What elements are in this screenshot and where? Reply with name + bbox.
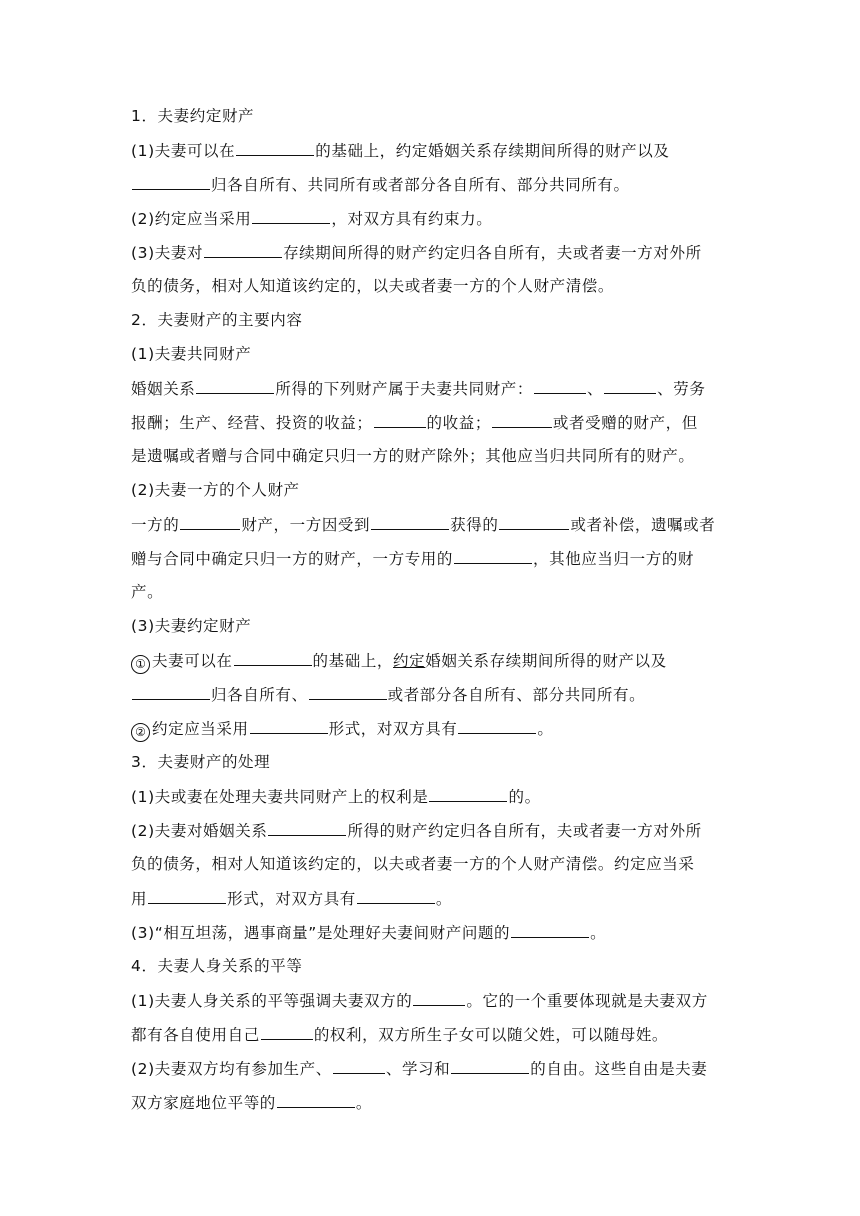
text-line: 用 形式，对双方具有 。: [131, 890, 453, 908]
fill-blank[interactable]: [534, 378, 586, 394]
text-line: 一方的 财产，一方因受到 获得的 或者补偿，遗嘱或者: [131, 516, 716, 534]
fill-blank[interactable]: [492, 412, 552, 428]
text-line: 都有各自使用自己 的权利，双方所生子女可以随父姓，可以随母姓。: [131, 1026, 669, 1044]
text-line: (3)夫妻对 存续期间所得的财产约定归各自所有，夫或者妻一方对外所: [131, 244, 702, 262]
text-line: 婚姻关系 所得的下列财产属于夫妻共同财产： 、 、劳务: [131, 380, 706, 398]
circled-number-2: ②: [131, 723, 150, 742]
heading-2: 2．夫妻财产的主要内容: [131, 311, 303, 329]
text-line: 报酬；生产、经营、投资的收益； 的收益； 或者受赠的财产，但: [131, 414, 698, 432]
heading-3: 3．夫妻财产的处理: [131, 753, 271, 771]
text-line: 产。: [131, 583, 164, 601]
text-line: (2)约定应当采用 ，对双方具有约束力。: [131, 210, 493, 228]
text-line: (1)夫或妻在处理夫妻共同财产上的权利是 的。: [131, 788, 541, 806]
fill-blank[interactable]: [371, 514, 449, 530]
text-line: (2)夫妻双方均有参加生产、 、学习和 的自由。这些自由是夫妻: [131, 1060, 708, 1078]
text-line: (2)夫妻对婚姻关系 所得的财产约定归各自所有，夫或者妻一方对外所: [131, 822, 702, 840]
heading-4: 4．夫妻人身关系的平等: [131, 957, 303, 975]
heading-1: 1．夫妻约定财产: [131, 107, 255, 125]
fill-blank[interactable]: [148, 888, 226, 904]
text-line: ① 夫妻可以在 的基础上，约定婚姻关系存续期间所得的财产以及: [131, 650, 667, 674]
fill-blank[interactable]: [511, 922, 589, 938]
text-line: (3)“相互坦荡，遇事商量”是处理好夫妻间财产问题的 。: [131, 924, 607, 942]
fill-blank[interactable]: [268, 820, 346, 836]
text-line: 归各自所有、 或者部分各自所有、部分共同所有。: [131, 684, 645, 705]
fill-blank[interactable]: [204, 242, 282, 258]
text-line: 赠与合同中确定只归一方的财产，一方专用的 ，其他应当归一方的财: [131, 550, 695, 568]
text-line: 是遗嘱或者赠与合同中确定只归一方的财产除外；其他应当归共同所有的财产。: [131, 447, 695, 465]
fill-blank[interactable]: [413, 990, 465, 1006]
text-line: 负的债务，相对人知道该约定的，以夫或者妻一方的个人财产清偿。: [131, 277, 615, 295]
fill-blank[interactable]: [234, 650, 312, 666]
fill-blank[interactable]: [261, 1024, 313, 1040]
subheading: (2)夫妻一方的个人财产: [131, 481, 300, 499]
fill-blank[interactable]: [236, 140, 314, 156]
subheading: (3)夫妻约定财产: [131, 617, 252, 635]
fill-blank[interactable]: [250, 718, 328, 734]
text-line: ② 约定应当采用 形式，对双方具有 。: [131, 718, 554, 742]
circled-number-1: ①: [131, 655, 150, 674]
fill-blank[interactable]: [333, 1058, 385, 1074]
fill-blank[interactable]: [277, 1092, 355, 1108]
fill-blank[interactable]: [132, 684, 210, 700]
text-line: 双方家庭地位平等的 。: [131, 1094, 373, 1112]
fill-blank[interactable]: [132, 174, 210, 190]
fill-blank[interactable]: [458, 718, 536, 734]
subheading: (1)夫妻共同财产: [131, 345, 252, 363]
text-line: 负的债务，相对人知道该约定的，以夫或者妻一方的个人财产清偿。约定应当采: [131, 855, 695, 873]
text-line: 归各自所有、共同所有或者部分各自所有、部分共同所有。: [131, 174, 630, 195]
fill-blank[interactable]: [604, 378, 656, 394]
fill-blank[interactable]: [180, 514, 240, 530]
text-line: (1)夫妻可以在 的基础上，约定婚姻关系存续期间所得的财产以及: [131, 142, 670, 160]
fill-blank[interactable]: [454, 548, 532, 564]
fill-blank[interactable]: [429, 786, 507, 802]
fill-blank[interactable]: [309, 684, 387, 700]
fill-blank[interactable]: [499, 514, 569, 530]
text-line: (1)夫妻人身关系的平等强调夫妻双方的 。它的一个重要体现就是夫妻双方: [131, 992, 708, 1010]
fill-blank[interactable]: [451, 1058, 529, 1074]
fill-blank[interactable]: [374, 412, 426, 428]
fill-blank[interactable]: [196, 378, 274, 394]
fill-blank[interactable]: [357, 888, 435, 904]
fill-blank[interactable]: [252, 208, 330, 224]
